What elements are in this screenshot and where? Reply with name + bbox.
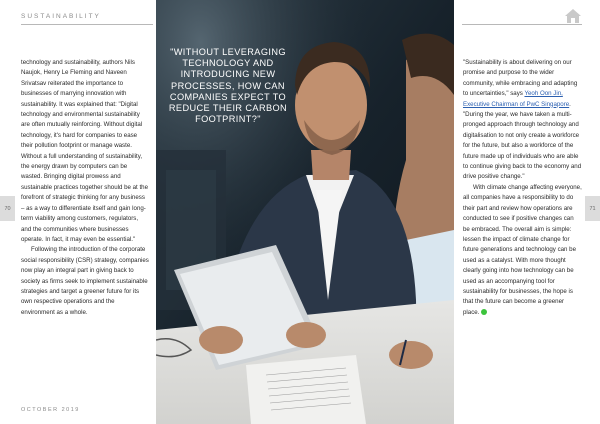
right-column	[463, 58, 582, 318]
header-rule-left	[21, 24, 153, 25]
footer-issue: OCTOBER 2019	[21, 407, 80, 413]
home-icon[interactable]	[565, 9, 581, 23]
pull-quote: "WITHOUT LEVERAGING TECHNOLOGY AND INTRODUCING NEW PROCESSES, HOW CAN COMPANIES EXPECT TO REDUCE THEIR CARBON FOOTPRINT?"	[168, 47, 288, 125]
feature-photo	[156, 0, 454, 424]
right-paragraph-2	[463, 183, 582, 318]
right-paragraph-1	[463, 58, 582, 183]
section-label: SUSTAINABILITY	[21, 13, 101, 20]
left-column	[21, 58, 149, 318]
right-paragraph-1-start: "Sustainability is about delivering on our promise and purpose to the wider community, while embracing and adapting to uncertainties," says	[463, 59, 578, 98]
left-paragraph-1: technology and sustainability, authors Nils Naujok, Henry Le Fleming and Naveen Srivatsav reiterated the importance to businesses of marrying innovation with sustainability. It was explained that: "Digital technology and environmental sustainability are often mutually reinforcing. Without digital technology, it's hard for companies to ease their pollution footprint or manage waste. Without a full understanding of sustainability, the energy drawn by computers can be wasted. Bringing digital prowess and sustainable practices together should be at the forefront of strategic thinking for any business – as a way to differentiate itself and gain long-term viability among customers, regulators, and the communities where businesses operate. In fact, it may even be essential."	[21, 59, 148, 243]
header-rule-right	[462, 24, 582, 25]
end-mark-icon	[481, 309, 487, 315]
right-paragraph-1-end: . "During the year, we have taken a multi-pronged approach through technology and digitalisation to not only create a workforce for the future, but also a workforce of the future made up of individuals who are able to continue giving back to the economy and drive positive change."	[463, 100, 582, 181]
right-paragraph-2-text: With climate change affecting everyone, all companies have a responsibility to do their part and review how operations are conducted to see if positive changes can be embraced. The overall aim is simple: lessen the impact of climate change for future generations and technology can be used as a catalyst. With more thought clearly going into how technology can be used as an accompanying tool for sustainability for businesses, the hope is that the future can become a greener place.	[463, 183, 582, 316]
pwc-chairman-link[interactable]: Yeoh Oon Jin, Executive Chairman of PwC Singapore	[463, 90, 570, 108]
page-number-left: 70	[0, 196, 15, 221]
page-number-right: 71	[585, 196, 600, 221]
left-paragraph-2: Following the introduction of the corporate social responsibility (CSR) strategy, companies now play an integral part in giving back to society as firms seek to implement sustainable strategies and target a greener future for its own respective operations and the environment as a whole.	[21, 246, 149, 316]
